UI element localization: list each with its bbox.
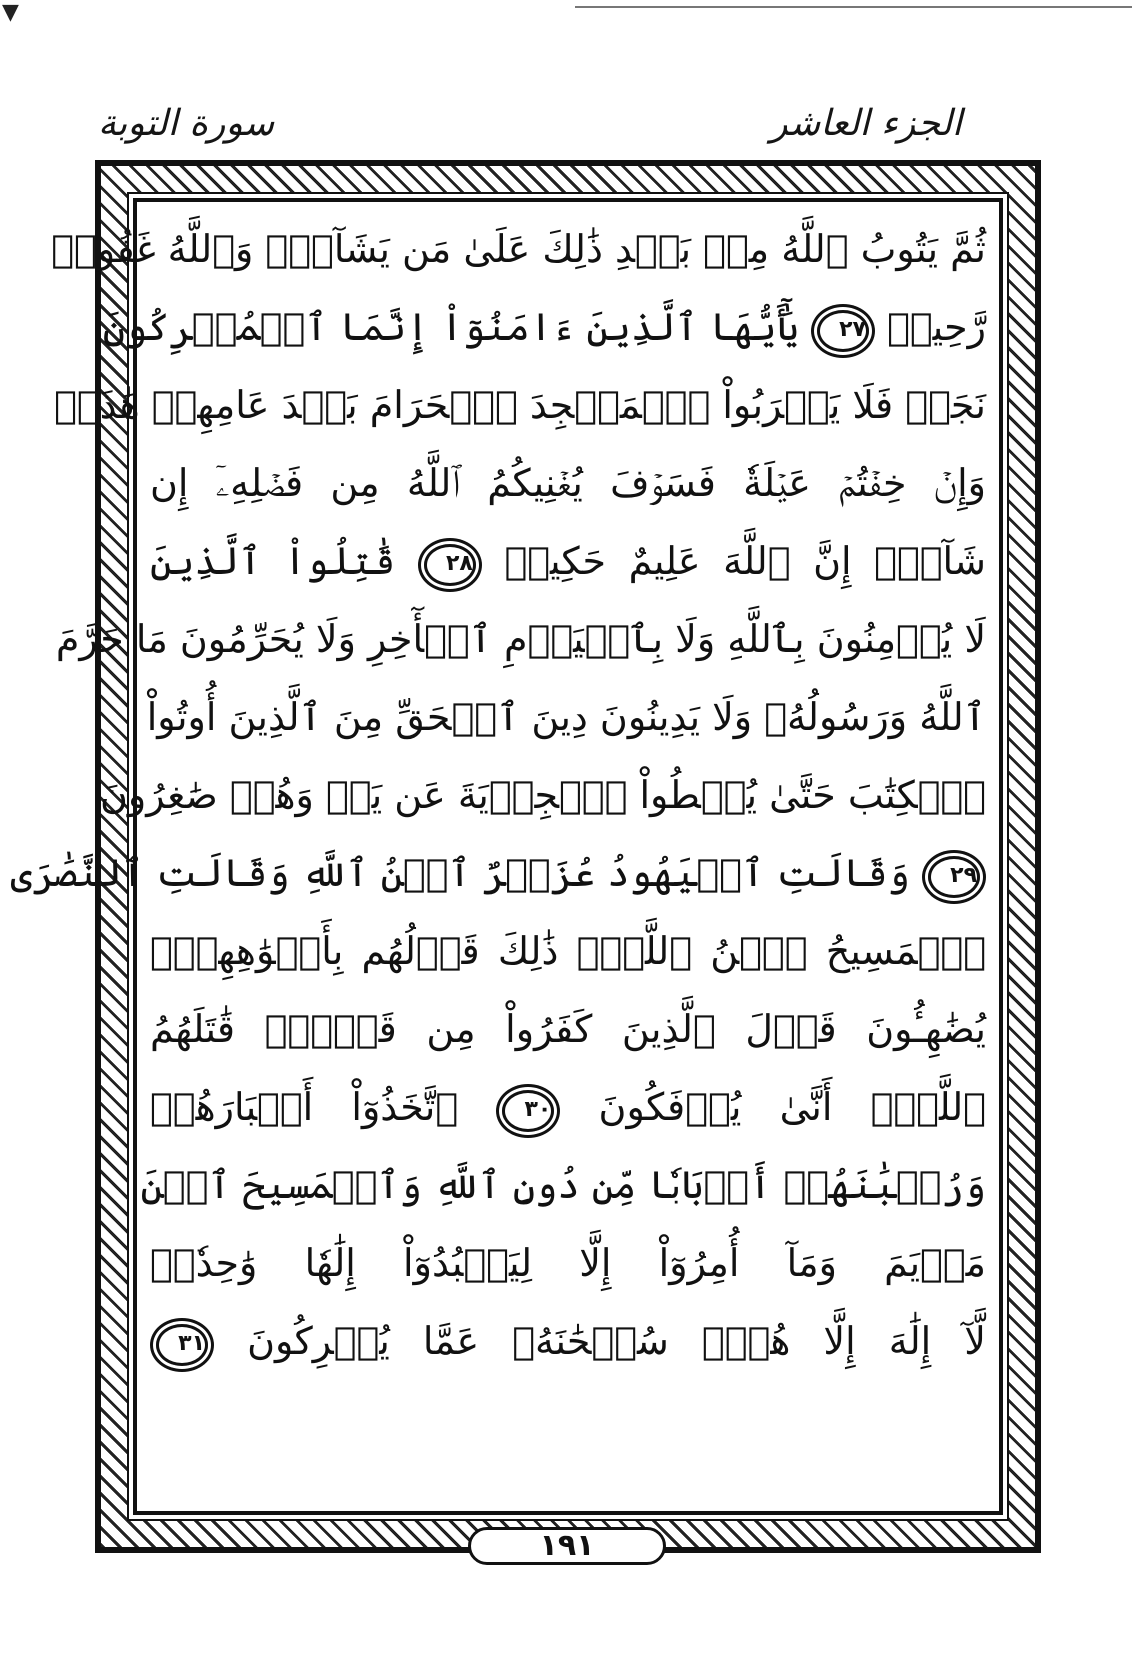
text-line: رَّحِيمٞ ٢٧ يَٰٓأَيُّهَا ٱلَّذِينَ ءَامَنُوٓاْ إِنَّمَا ٱلۡمُشۡرِكُونَ bbox=[150, 288, 986, 366]
text-line: ٱلۡكِتَٰبَ حَتَّىٰ يُعۡطُواْ ٱلۡجِزۡيَةَ عَن يَدٖ وَهُمۡ صَٰغِرُونَ bbox=[99, 773, 986, 817]
text-line: وَرُهۡبَٰنَهُمۡ أَرۡبَابٗا مِّن دُونِ ٱللَّهِ وَٱلۡمَسِيحَ ٱبۡنَ bbox=[140, 1163, 986, 1207]
ayah-number-marker: ٢٨ bbox=[424, 544, 476, 586]
text-line: ٱللَّهُ وَرَسُولُهُۥ وَلَا يَدِينُونَ دِينَ ٱلۡحَقِّ مِنَ ٱلَّذِينَ أُوتُواْ bbox=[146, 695, 986, 739]
text-line: نَجَسٞ فَلَا يَقۡرَبُواْ ٱلۡمَسۡجِدَ ٱلۡحَرَامَ بَعۡدَ عَامِهِمۡ هَٰذَاۚ bbox=[54, 383, 986, 427]
ayah-number-marker: ٢٩ bbox=[928, 856, 980, 898]
ayah-number-marker: ٣١ bbox=[156, 1324, 208, 1366]
text-line: مَرۡيَمَ وَمَآ أُمِرُوٓاْ إِلَّا لِيَعۡبُدُوٓاْ إِلَٰهٗا وَٰحِدٗاۖ bbox=[150, 1241, 986, 1285]
surah-title: سورة التوبة bbox=[98, 103, 275, 144]
text-line: لَّآ إِلَٰهَ إِلَّا هُوَۚ سُبۡحَٰنَهُۥ عَمَّا يُشۡرِكُونَ ٣١ bbox=[150, 1302, 986, 1380]
ayah-number-marker: ٢٧ bbox=[817, 310, 869, 352]
corner-mark: ▼ bbox=[2, 0, 19, 25]
text-line: شَآءَۚ إِنَّ ٱللَّهَ عَلِيمٌ حَكِيمٞ ٢٨ قَٰتِلُواْ ٱلَّذِينَ bbox=[150, 522, 986, 600]
text-line: ثُمَّ يَتُوبُ ٱللَّهُ مِنۢ بَعۡدِ ذَٰلِكَ عَلَىٰ مَن يَشَآءُۗ وَٱللَّهُ غَفُورٞ bbox=[51, 227, 986, 271]
text-line: ٢٩ وَقَالَتِ ٱلۡيَهُودُ عُزَيۡرٌ ٱبۡنُ ٱللَّهِ وَقَالَتِ ٱلنَّصَٰرَى bbox=[150, 834, 986, 912]
juz-title: الجزء العاشر bbox=[770, 103, 962, 144]
text-line: ٱللَّهُۖ أَنَّىٰ يُؤۡفَكُونَ ٣٠ ٱتَّخَذُوٓاْ أَحۡبَارَهُمۡ bbox=[150, 1068, 986, 1146]
page-number: ١٩١ bbox=[468, 1527, 666, 1565]
top-rule bbox=[575, 6, 1132, 8]
text-line: يُضَٰهِـُٔونَ قَوۡلَ ٱلَّذِينَ كَفَرُواْ مِن قَبۡلُۚ قَٰتَلَهُمُ bbox=[150, 1007, 986, 1051]
text-line: لَا يُؤۡمِنُونَ بِٱللَّهِ وَلَا بِٱلۡيَوۡمِ ٱلۡأٓخِرِ وَلَا يُحَرِّمُونَ مَا حَرَّمَ bbox=[55, 617, 986, 661]
text-line: وَإِنۡ خِفۡتُمۡ عَيۡلَةٗ فَسَوۡفَ يُغۡنِيكُمُ ٱللَّهُ مِن فَضۡلِهِۦٓ إِن bbox=[150, 461, 986, 505]
quran-text-area bbox=[10, 210, 986, 1500]
text-line: ٱلۡمَسِيحُ ٱبۡنُ ٱللَّهِۖ ذَٰلِكَ قَوۡلُهُم بِأَفۡوَٰهِهِمۡۖ bbox=[150, 929, 986, 973]
ayah-number-marker: ٣٠ bbox=[502, 1090, 554, 1132]
